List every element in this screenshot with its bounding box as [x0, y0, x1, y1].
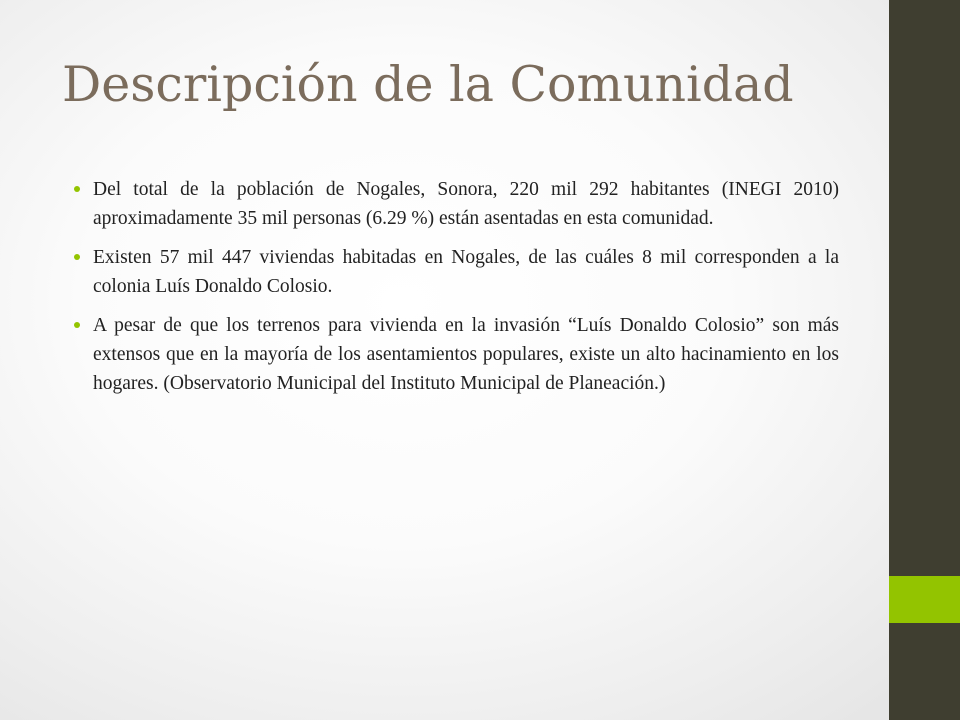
- bullet-list: [74, 175, 839, 408]
- bullet-item: [74, 311, 839, 398]
- bullet-dot-icon: [74, 254, 80, 260]
- bullet-dot-icon: [74, 322, 80, 328]
- bullet-text: Existen 57 mil 447 viviendas habitadas en Nogales, de las cuáles 8 mil corresponden a la colonia Luís Donaldo Colosio.: [93, 247, 839, 297]
- bullet-text: Del total de la población de Nogales, Sonora, 220 mil 292 habitantes (INEGI 2010) aproximadamente 35 mil personas (6.29 %) están asentadas en esta comunidad.: [93, 179, 839, 229]
- bullet-text: A pesar de que los terrenos para vivienda en la invasión “Luís Donaldo Colosio” son más extensos que en la mayoría de los asentamientos populares, existe un alto hacinamiento en los hogares. (Observatorio Municipal del Instituto Municipal de Planeación.): [93, 315, 839, 394]
- bullet-item: [74, 175, 839, 233]
- bullet-dot-icon: [74, 186, 80, 192]
- bullet-item: [74, 243, 839, 301]
- side-accent-block: [889, 576, 960, 623]
- slide-title: Descripción de la Comunidad: [62, 56, 794, 113]
